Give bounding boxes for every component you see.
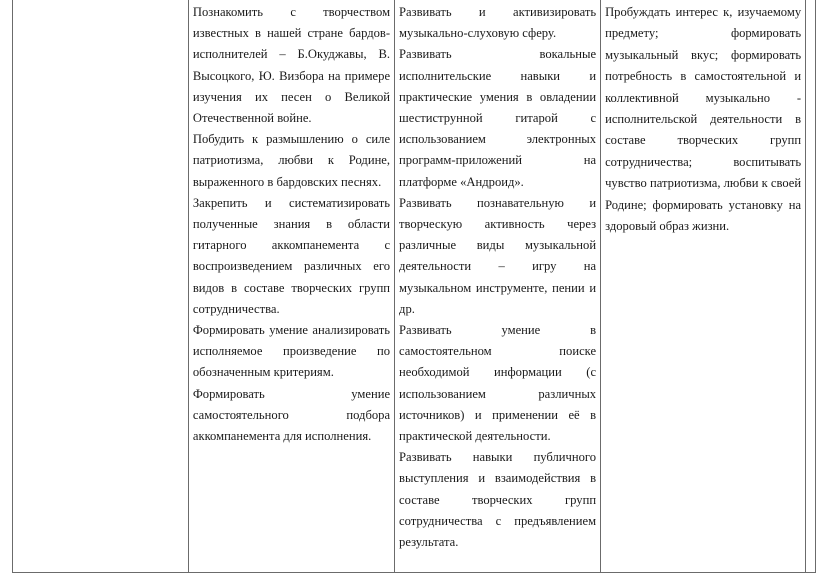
development-paragraph: Развивать навыки публичного выступления и взаимодействия в составе творческих групп сотрудничества с предъявлением результата. [399,450,597,550]
table-row [13,0,816,573]
empty-narrow-cell [806,0,816,573]
development-paragraph: Развивать и активизировать музыкально-слуховую сферу. [399,5,597,41]
goals-paragraph: Формировать умение самостоятельного подбора аккомпанемента для исполнения. [192,386,391,444]
goals-paragraph: Побудить к размышлению о силе патриотизма, любви к Родине, выраженного в бардовских песнях. [192,132,391,189]
goals-paragraph: Закрепить и систематизировать полученные знания в области гитарного аккомпанемента с воспроизведением различных его видов в составе творческих групп сотрудничества. [192,195,391,316]
lesson-goals-table [12,0,816,573]
education-paragraph: Пробуждать интерес к, изучаемому предмету; формировать музыкальный вкус; формировать потребность в самостоятельной и коллективной музыкально - исполнительской деятельности в составе творческих групп сотрудничества; воспитывать чувство патриотизма, любви к своей Родине; формировать установку на здоровый образ жизни. [605,5,802,234]
development-paragraph: Развивать познавательную и творческую активность через различные виды музыкальной деятельности – игру на музыкальном инструменте, пении и др. [399,195,597,316]
goals-paragraph: Познакомить с творчеством известных в нашей стране бардов-исполнителей – Б.Окуджавы, В. Высоцкого, Ю. Визбора на примере изучения их песен о Великой Отечественной войне. [192,5,391,126]
development-paragraph: Развивать вокальные исполнительские навыки и практические умения в овладении шестиструнной гитарой с использованием электронных программ-приложений на платформе «Андроид». [399,47,597,189]
development-cell [395,0,601,573]
empty-cell [13,0,189,573]
goals-cell [188,0,394,573]
development-paragraph: Развивать умение в самостоятельном поиске необходимой информации (с использованием различных источников) и применении её в практической деятельности. [399,323,597,444]
education-cell [601,0,806,573]
goals-paragraph: Формировать умение анализировать исполняемое произведение по обозначенным критериям. [192,323,391,380]
